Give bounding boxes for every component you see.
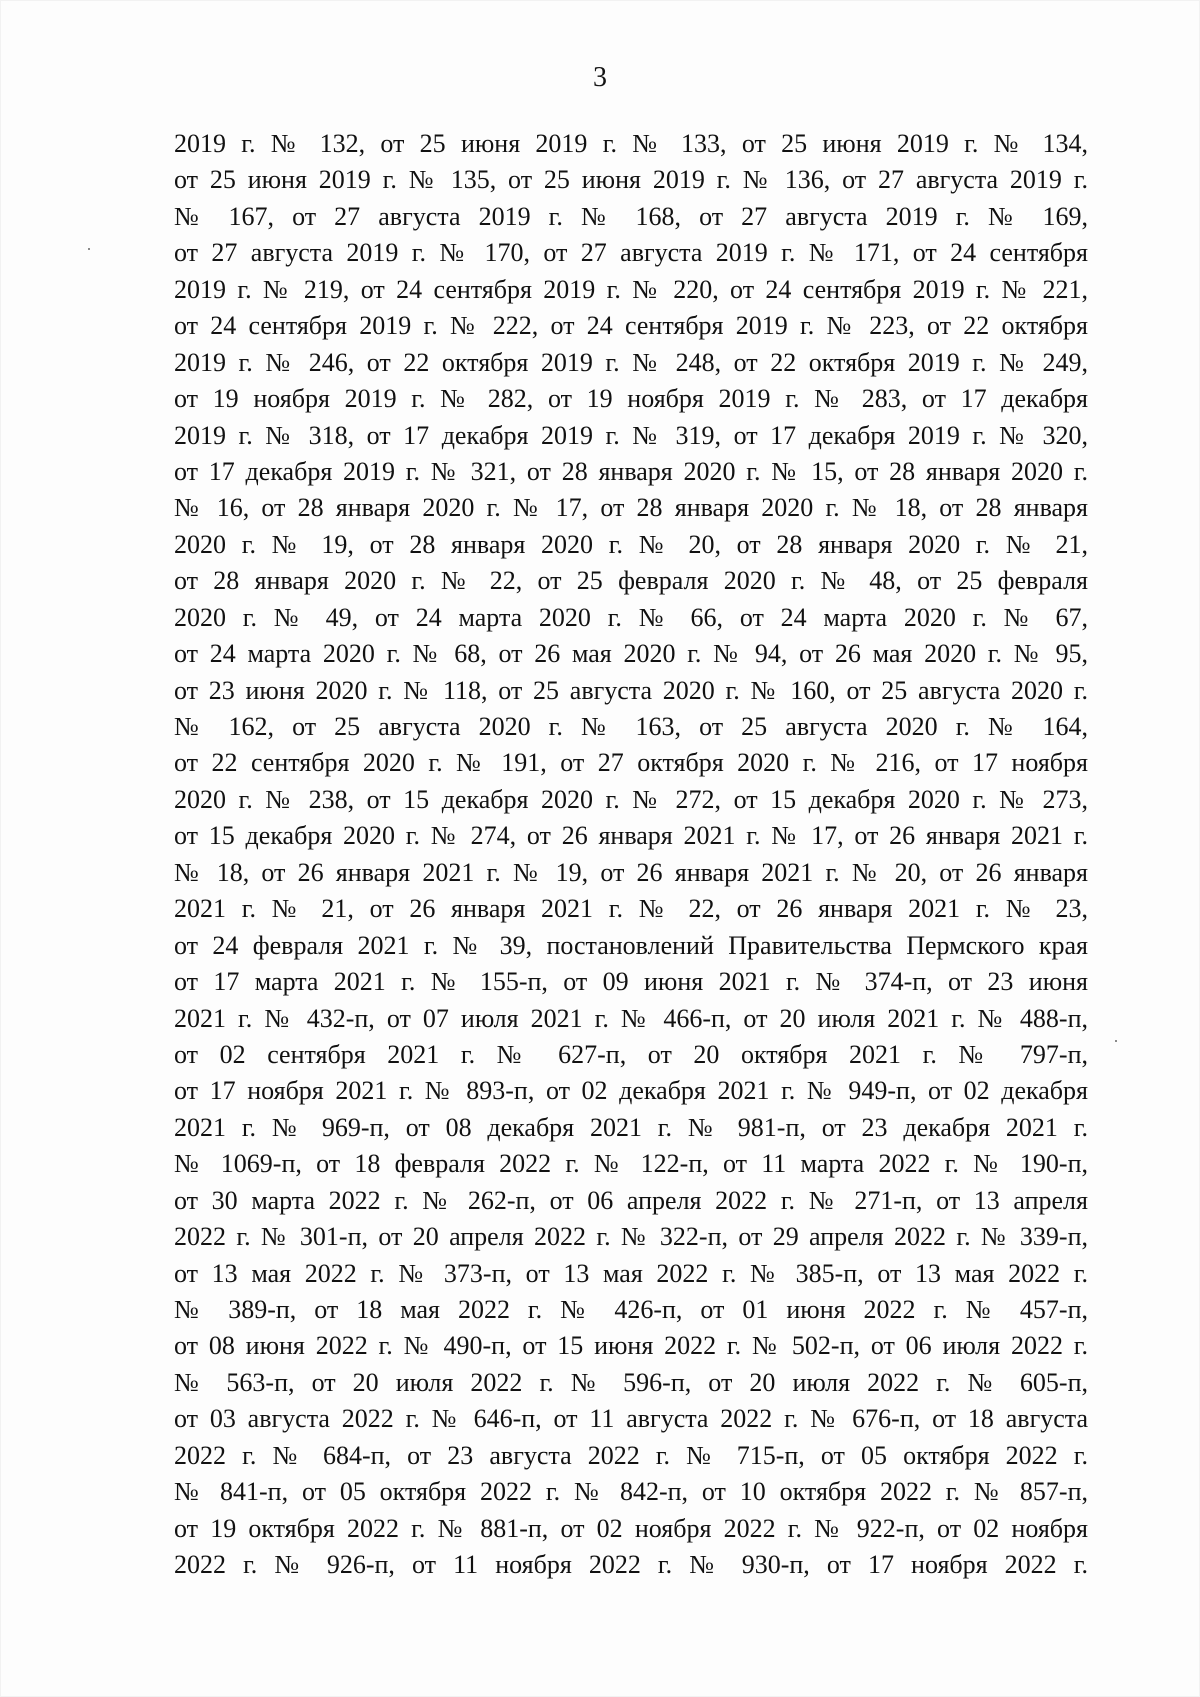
scan-speck xyxy=(1115,1040,1117,1042)
text-line: от 17 ноября 2021 г. № 893-п, от 02 декабря 2021 г. № 949-п, от 02 декабря xyxy=(174,1076,1088,1106)
text-line: от 27 августа 2019 г. № 170, от 27 августа 2019 г. № 171, от 24 сентября xyxy=(174,238,1088,268)
text-line: от 19 октября 2022 г. № 881-п, от 02 ноября 2022 г. № 922-п, от 02 ноября xyxy=(174,1513,1088,1543)
text-line: от 19 ноября 2019 г. № 282, от 19 ноября 2019 г. № 283, от 17 декабря xyxy=(174,384,1088,414)
text-line: от 24 февраля 2021 г. № 39, постановлений Правительства Пермского края xyxy=(174,930,1088,960)
text-line: от 23 июня 2020 г. № 118, от 25 августа 2020 г. № 160, от 25 августа 2020 г. xyxy=(174,675,1088,705)
text-line: от 13 мая 2022 г. № 373-п, от 13 мая 2022 г. № 385-п, от 13 мая 2022 г. xyxy=(174,1258,1088,1288)
text-line: 2022 г. № 684-п, от 23 августа 2022 г. № 715-п, от 05 октября 2022 г. xyxy=(174,1440,1088,1470)
text-line: от 25 июня 2019 г. № 135, от 25 июня 2019 г. № 136, от 27 августа 2019 г. xyxy=(174,165,1088,195)
text-line: от 08 июня 2022 г. № 490-п, от 15 июня 2022 г. № 502-п, от 06 июля 2022 г. xyxy=(174,1331,1088,1361)
text-line: от 17 марта 2021 г. № 155-п, от 09 июня 2021 г. № 374-п, от 23 июня xyxy=(174,967,1088,997)
text-line: № 841-п, от 05 октября 2022 г. № 842-п, от 10 октября 2022 г. № 857-п, xyxy=(174,1477,1088,1507)
scan-speck xyxy=(88,248,90,250)
text-line: 2020 г. № 19, от 28 января 2020 г. № 20, от 28 января 2020 г. № 21, xyxy=(174,529,1088,559)
text-line: 2021 г. № 432-п, от 07 июля 2021 г. № 466-п, от 20 июля 2021 г. № 488-п, xyxy=(174,1003,1088,1033)
text-line: № 1069-п, от 18 февраля 2022 г. № 122-п, от 11 марта 2022 г. № 190-п, xyxy=(174,1149,1088,1179)
text-line: от 24 марта 2020 г. № 68, от 26 мая 2020 г. № 94, от 26 мая 2020 г. № 95, xyxy=(174,639,1088,669)
text-line: 2019 г. № 219, от 24 сентября 2019 г. № 220, от 24 сентября 2019 г. № 221, xyxy=(174,274,1088,304)
text-line: от 30 марта 2022 г. № 262-п, от 06 апреля 2022 г. № 271-п, от 13 апреля xyxy=(174,1185,1088,1215)
text-line: от 24 сентября 2019 г. № 222, от 24 сентября 2019 г. № 223, от 22 октября xyxy=(174,311,1088,341)
text-line: от 02 сентября 2021 г. № 627-п, от 20 октября 2021 г. № 797-п, xyxy=(174,1039,1088,1069)
text-line: от 22 сентября 2020 г. № 191, от 27 октября 2020 г. № 216, от 17 ноября xyxy=(174,748,1088,778)
text-line: № 167, от 27 августа 2019 г. № 168, от 27 августа 2019 г. № 169, xyxy=(174,201,1088,231)
text-line: № 16, от 28 января 2020 г. № 17, от 28 января 2020 г. № 18, от 28 января xyxy=(174,493,1088,523)
text-line: от 15 декабря 2020 г. № 274, от 26 января 2021 г. № 17, от 26 января 2021 г. xyxy=(174,821,1088,851)
text-line: № 563-п, от 20 июля 2022 г. № 596-п, от 20 июля 2022 г. № 605-п, xyxy=(174,1367,1088,1397)
text-line: № 162, от 25 августа 2020 г. № 163, от 25 августа 2020 г. № 164, xyxy=(174,712,1088,741)
text-line: 2021 г. № 969-п, от 08 декабря 2021 г. № 981-п, от 23 декабря 2021 г. xyxy=(174,1112,1088,1142)
document-text-body xyxy=(174,126,1088,1584)
text-line: 2019 г. № 132, от 25 июня 2019 г. № 133, от 25 июня 2019 г. № 134, xyxy=(174,129,1088,158)
text-line: от 17 декабря 2019 г. № 321, от 28 января 2020 г. № 15, от 28 января 2020 г. xyxy=(174,456,1088,486)
text-line: 2019 г. № 318, от 17 декабря 2019 г. № 319, от 17 декабря 2019 г. № 320, xyxy=(174,420,1088,450)
text-line: 2022 г. № 926-п, от 11 ноября 2022 г. № 930-п, от 17 ноября 2022 г. xyxy=(174,1550,1088,1580)
text-line: 2021 г. № 21, от 26 января 2021 г. № 22, от 26 января 2021 г. № 23, xyxy=(174,894,1088,924)
text-line: от 28 января 2020 г. № 22, от 25 февраля 2020 г. № 48, от 25 февраля xyxy=(174,566,1088,596)
page-number: 3 xyxy=(593,62,607,93)
text-line: 2022 г. № 301-п, от 20 апреля 2022 г. № 322-п, от 29 апреля 2022 г. № 339-п, xyxy=(174,1222,1088,1252)
text-line: № 18, от 26 января 2021 г. № 19, от 26 января 2021 г. № 20, от 26 января xyxy=(174,857,1088,887)
text-line: 2019 г. № 246, от 22 октября 2019 г. № 248, от 22 октября 2019 г. № 249, xyxy=(174,347,1088,377)
text-line: 2020 г. № 49, от 24 марта 2020 г. № 66, от 24 марта 2020 г. № 67, xyxy=(174,602,1088,632)
text-line: 2020 г. № 238, от 15 декабря 2020 г. № 272, от 15 декабря 2020 г. № 273, xyxy=(174,784,1088,814)
text-line: № 389-п, от 18 мая 2022 г. № 426-п, от 01 июня 2022 г. № 457-п, xyxy=(174,1295,1088,1324)
text-line: от 03 августа 2022 г. № 646-п, от 11 августа 2022 г. № 676-п, от 18 августа xyxy=(174,1404,1088,1434)
